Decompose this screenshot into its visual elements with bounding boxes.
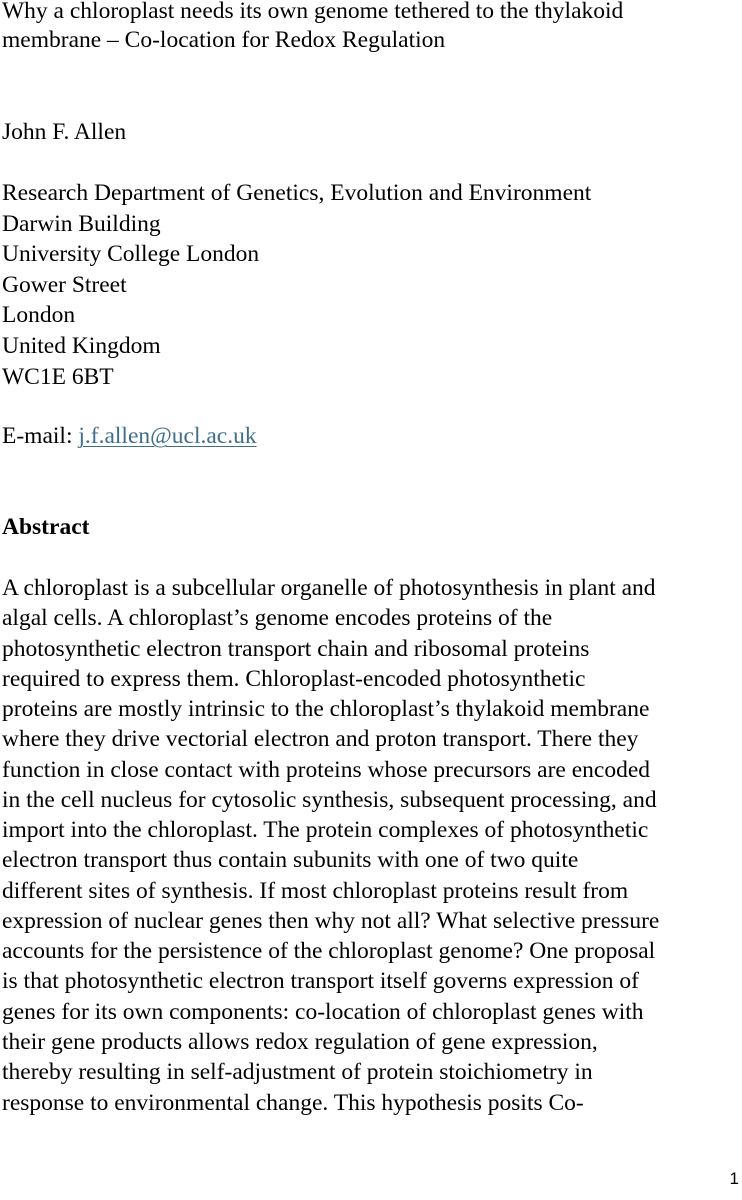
page-number: 1 <box>729 1169 739 1188</box>
abstract-line: import into the chloroplast. The protein complexes of photosynthetic <box>2 817 649 844</box>
paper-title <box>2 0 740 55</box>
affiliation-institution: University College London <box>2 241 260 268</box>
author-name: John F. Allen <box>2 119 127 145</box>
affiliation-country: United Kingdom <box>2 332 161 359</box>
abstract-line: electron transport thus contain subunits with one of two quite <box>2 847 579 874</box>
affiliation-department: Research Department of Genetics, Evolution and Environment <box>2 180 592 206</box>
abstract-line: proteins are mostly intrinsic to the chloroplast’s thylakoid membrane <box>2 696 650 723</box>
abstract-heading: Abstract <box>2 514 90 540</box>
abstract-line: genes for its own components: co-location of chloroplast genes with <box>2 998 644 1025</box>
title-line-1: Why a chloroplast needs its own genome tethered to the thylakoid <box>2 0 624 24</box>
abstract-line: where they drive vectorial electron and proton transport. There they <box>2 726 639 753</box>
abstract-line: photosynthetic electron transport chain and ribosomal proteins <box>2 635 590 662</box>
abstract-line: their gene products allows redox regulation of gene expression, <box>2 1028 598 1055</box>
abstract-line: response to environmental change. This hypothesis posits Co- <box>2 1089 584 1116</box>
abstract-line: A chloroplast is a subcellular organelle of photosynthesis in plant and <box>2 575 656 601</box>
abstract-line: required to express them. Chloroplast-encoded photosynthetic <box>2 665 586 692</box>
email-label: E-mail: <box>2 423 79 449</box>
abstract-body <box>2 573 742 1118</box>
author-affiliation <box>2 178 591 392</box>
abstract-line: different sites of synthesis. If most chloroplast proteins result from <box>2 877 629 904</box>
affiliation-city: London <box>2 302 76 329</box>
abstract-line: function in close contact with proteins whose precursors are encoded <box>2 756 650 783</box>
abstract-line: is that photosynthetic electron transport itself governs expression of <box>2 968 639 995</box>
abstract-line: in the cell nucleus for cytosolic synthesis, subsequent processing, and <box>2 786 657 813</box>
affiliation-building: Darwin Building <box>2 210 161 237</box>
abstract-line: expression of nuclear genes then why not all? What selective pressure <box>2 907 660 934</box>
abstract-line: algal cells. A chloroplast’s genome encodes proteins of the <box>2 605 553 632</box>
affiliation-postcode: WC1E 6BT <box>2 363 114 390</box>
email-line <box>2 421 257 451</box>
title-line-2: membrane – Co-location for Redox Regulation <box>2 27 446 53</box>
abstract-line: thereby resulting in self-adjustment of protein stoichiometry in <box>2 1059 593 1086</box>
affiliation-street: Gower Street <box>2 271 127 298</box>
email-link[interactable]: j.f.allen@ucl.ac.uk <box>78 423 257 449</box>
abstract-line: accounts for the persistence of the chloroplast genome? One proposal <box>2 938 656 965</box>
